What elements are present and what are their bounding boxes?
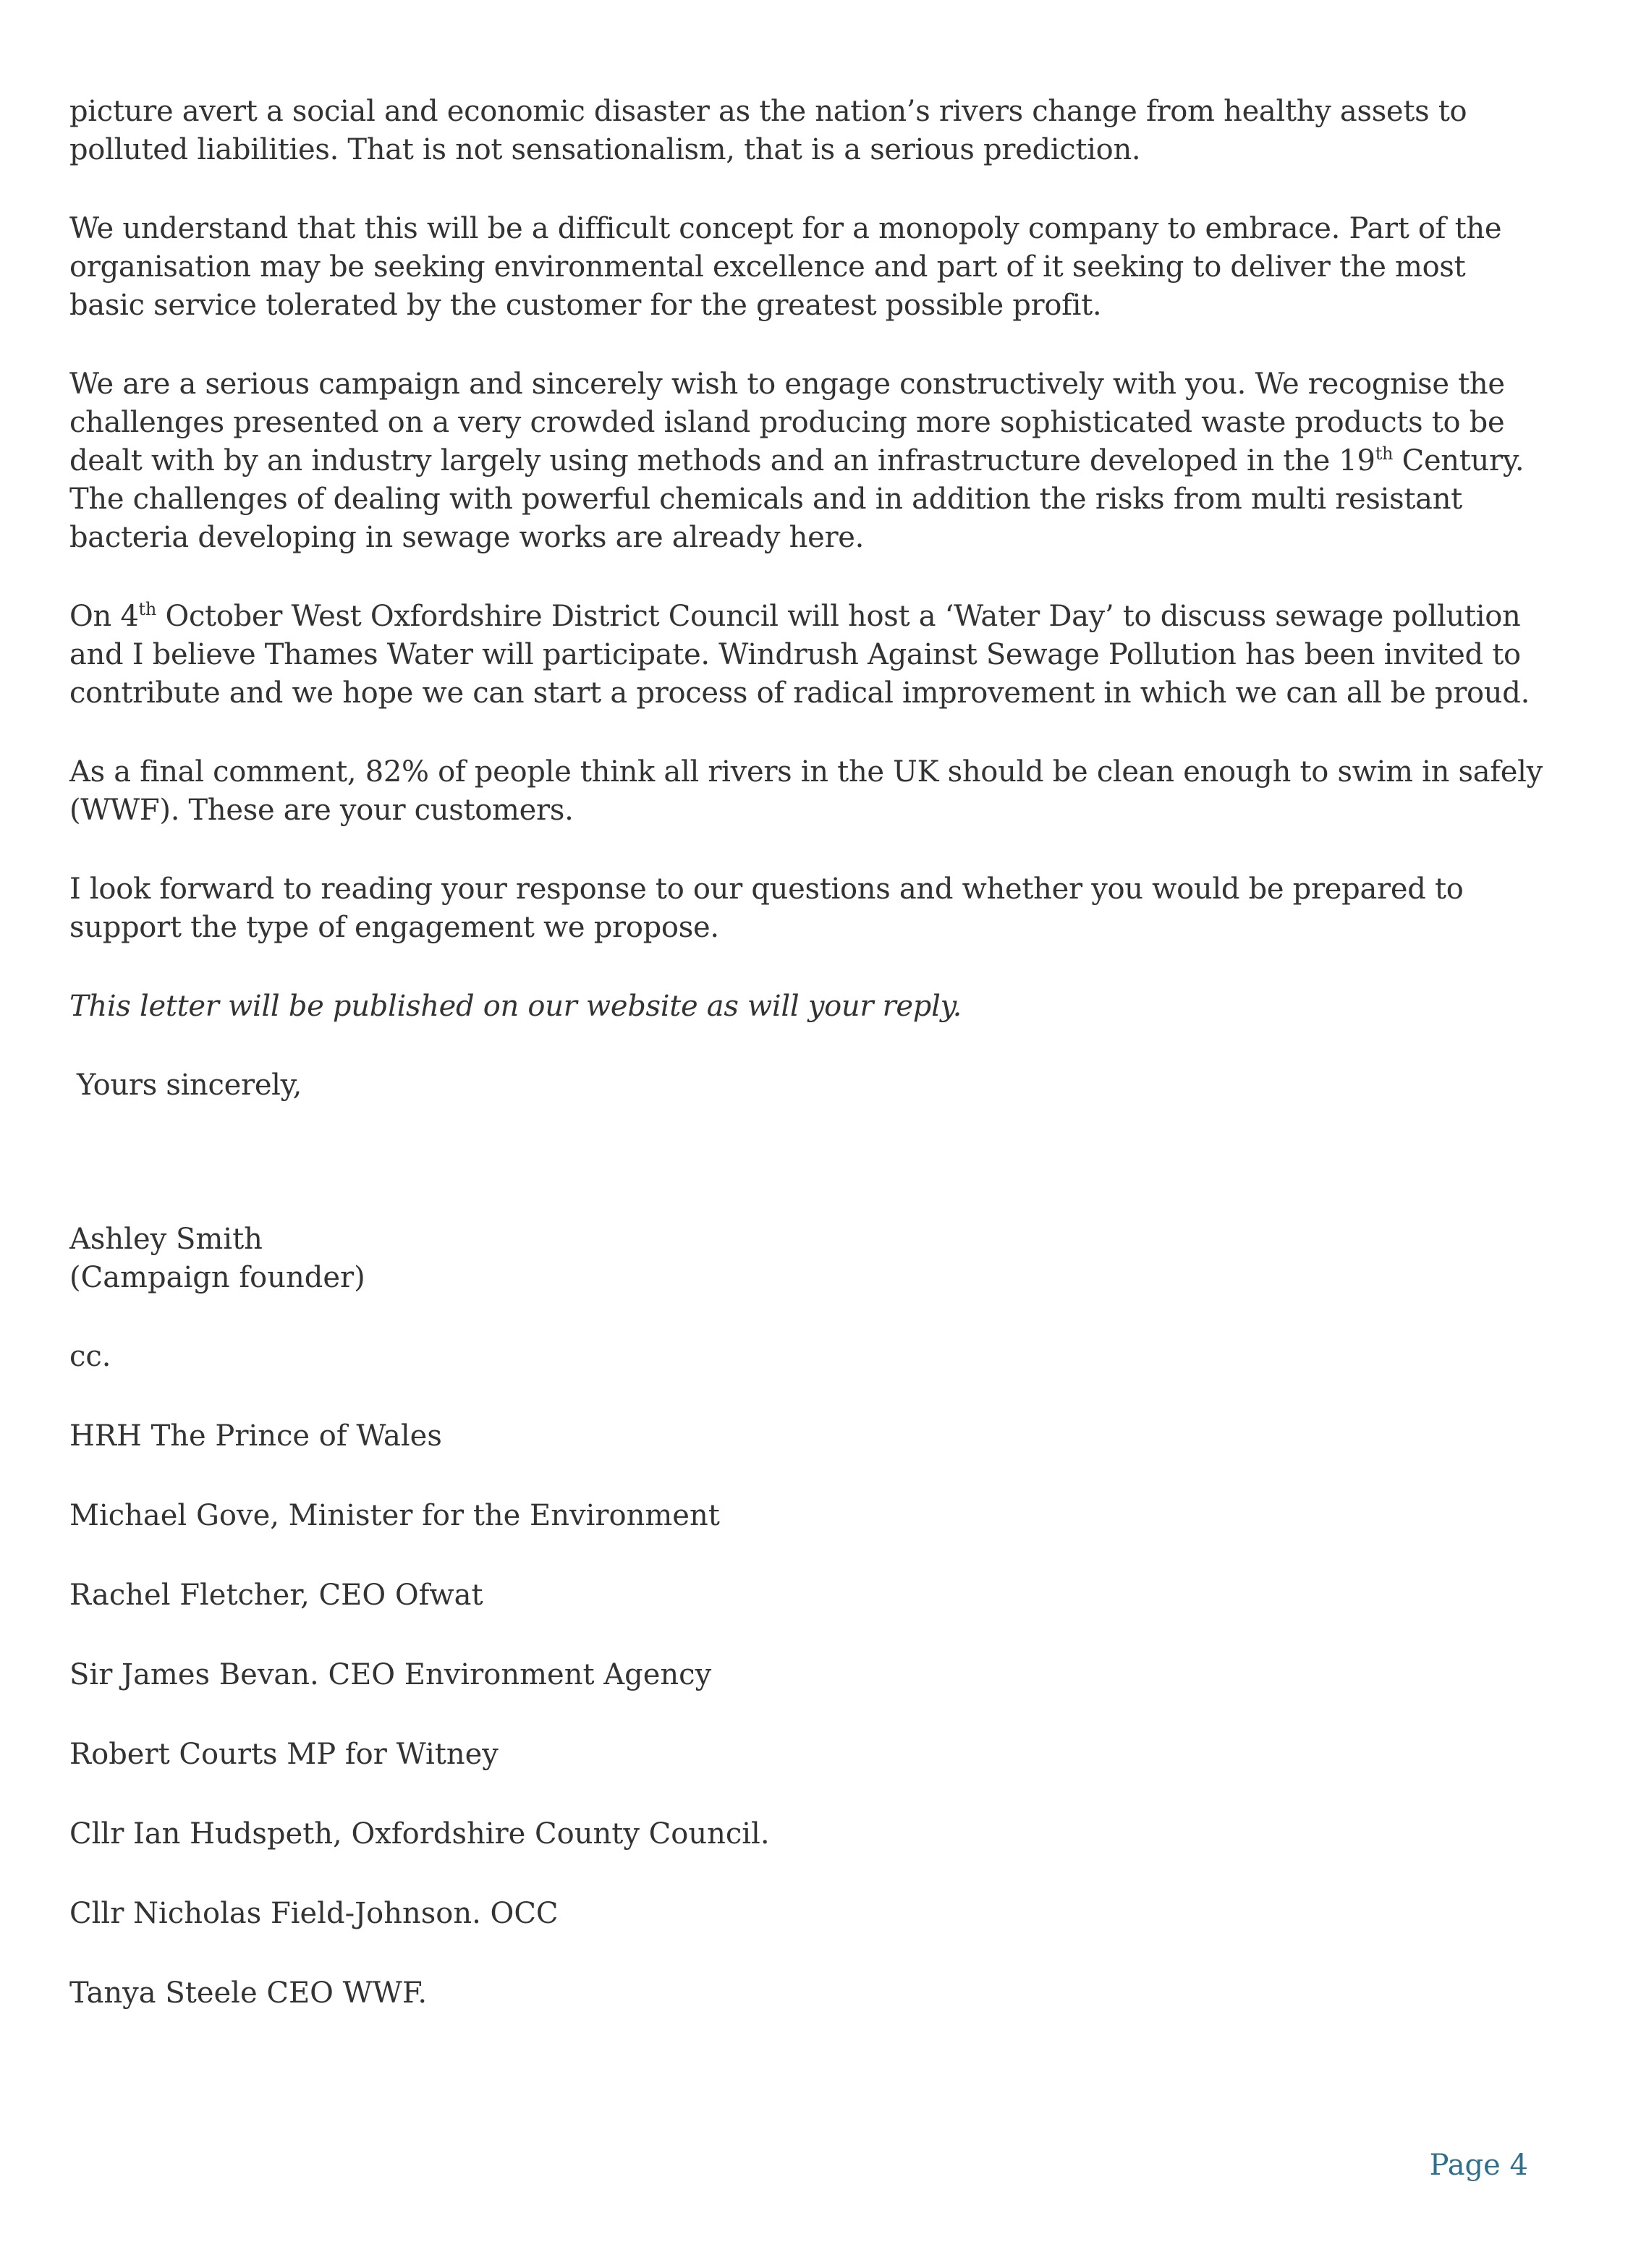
cc-recipient: Michael Gove, Minister for the Environment <box>69 1499 720 1532</box>
cc-recipient: Cllr Nicholas Field-Johnson. OCC <box>69 1897 559 1930</box>
signature-block <box>69 1220 1545 1297</box>
page-number: Page 4 <box>1429 2149 1528 2182</box>
cc-recipient: Sir James Bevan. CEO Environment Agency <box>69 1658 712 1691</box>
cc-label: cc. <box>69 1340 111 1373</box>
paragraph-campaign: We are a serious campaign and sincerely wish to engage constructively with you. We recognise the challenges presented on a very crowded island producing more sophisticated waste products to be dealt with by an industry largely using methods and an infrastructure developed in the 19th Century. The challenges of dealing with powerful chemicals and in addition the risks from multi resistant bacteria developing in sewage works are already here. <box>69 368 1525 554</box>
paragraph-final-comment: As a final comment, 82% of people think all rivers in the UK should be clean enough to swim in safely (WWF). These are your customers. <box>69 755 1543 827</box>
paragraph-water-day: On 4th October West Oxfordshire District Council will host a ‘Water Day’ to discuss sewage pollution and I believe Thames Water will participate. Windrush Against Sewage Pollution has been invited to contribute and we hope we can start a process of radical improvement in which we can all be proud. <box>69 599 1530 710</box>
cc-recipient: HRH The Prince of Wales <box>69 1419 442 1453</box>
cc-recipient: Cllr Ian Hudspeth, Oxfordshire County Council. <box>69 1817 770 1851</box>
paragraph-disaster: picture avert a social and economic disaster as the nation’s rivers change from healthy assets to polluted liabilities. That is not sensationalism, that is a serious prediction. <box>69 95 1467 166</box>
signatory-role: (Campaign founder) <box>69 1261 365 1294</box>
publication-note: This letter will be published on our website as will your reply. <box>69 990 962 1023</box>
paragraph-monopoly: We understand that this will be a difficult concept for a monopoly company to embrace. Part of the organisation may be seeking environmental excellence and part of it seeking to deliver the most basic service tolerated by the customer for the greatest possible profit. <box>69 212 1502 322</box>
closing: Yours sincerely, <box>77 1069 302 1102</box>
cc-recipient: Tanya Steele CEO WWF. <box>69 1976 428 2010</box>
signature-space <box>69 1145 1545 1220</box>
signatory-name: Ashley Smith <box>69 1223 263 1256</box>
paragraph-response: I look forward to reading your response to our questions and whether you would be prepared to support the type of engagement we propose. <box>69 872 1464 944</box>
cc-recipient: Rachel Fletcher, CEO Ofwat <box>69 1579 483 1612</box>
letter-page <box>69 93 1545 2054</box>
cc-recipient: Robert Courts MP for Witney <box>69 1738 499 1771</box>
